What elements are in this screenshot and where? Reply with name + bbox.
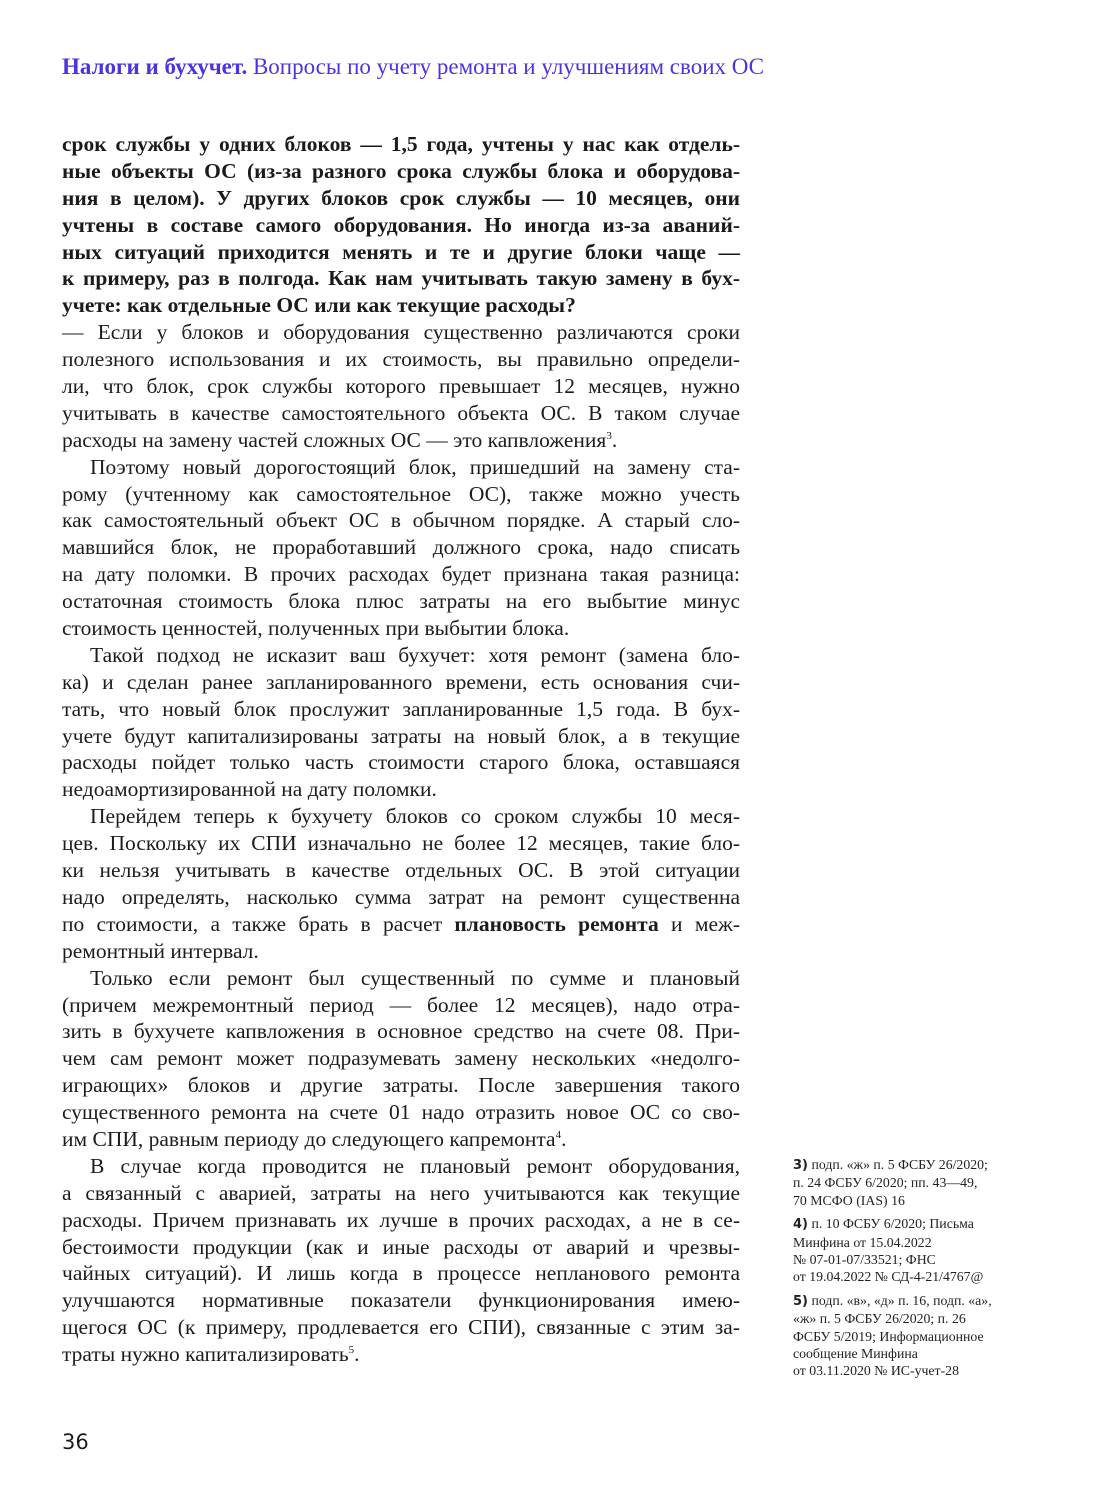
footnote-text: подп. «в», «д» п. 16, подп. «а», (811, 1292, 992, 1308)
line-text: по стоимости, а также брать в расчет (62, 911, 455, 936)
running-head-title: Вопросы по учету ремонта и улучшениям своих ОС (252, 54, 764, 79)
question-line: ния в целом). У других блоков срок службы — 10 месяцев, они (62, 185, 740, 210)
footnote-4 (793, 1215, 1033, 1286)
footnote-number: 5) (793, 1293, 808, 1309)
footnote-line: от 03.11.2020 № ИС-учет-28 (793, 1363, 959, 1379)
paragraph-line: учитывать в качестве самостоятельного объекта ОС. В таком случае (62, 400, 740, 425)
footnote-line (793, 1215, 1033, 1233)
paragraph-line: расходы пойдет только часть стоимости старого блока, оставшаяся (62, 750, 740, 775)
footnote-text: п. 10 ФСБУ 6/2020; Письма (811, 1216, 974, 1232)
paragraph-line: а связанный с аварией, затраты на него учитываются как текущие (62, 1180, 740, 1205)
answer-paragraph-1 (62, 319, 740, 453)
footnote-ref-5[interactable]: 5 (348, 1344, 355, 1357)
footnote-line: № 07-01-07/33521; ФНС (793, 1252, 936, 1268)
footnote-5 (793, 1292, 1033, 1380)
line-text: и меж- (658, 911, 740, 936)
line-text: траты нужно капитализировать (62, 1342, 349, 1367)
answer-paragraph-5 (62, 965, 740, 1153)
paragraph-line: как самостоятельный объект ОС в обычном порядке. А старый сло- (62, 508, 740, 533)
footnote-ref-4[interactable]: 4 (555, 1128, 562, 1141)
footnote-line: 70 МСФО (IAS) 16 (793, 1192, 905, 1208)
paragraph-line: надо определять, насколько сумма затрат на ремонт существенна (62, 884, 740, 909)
footnote-line: п. 24 ФСБУ 6/2020; пп. 43—49, (793, 1175, 978, 1191)
footnote-line (793, 1292, 1033, 1310)
paragraph-line: рому (учтенному как самостоятельное ОС), также можно учесть (62, 481, 740, 506)
answer-paragraph-4 (62, 803, 740, 964)
footnote-number: 4) (793, 1217, 808, 1233)
paragraph-line: (причем межремонтный период — более 12 месяцев), надо отра- (62, 992, 740, 1017)
paragraph-line: Поэтому новый дорогостоящий блок, пришедший на замену ста- (90, 454, 740, 479)
question-line: к примеру, раз в полгода. Как нам учитывать такую замену в бух- (62, 266, 740, 291)
paragraph-line: Перейдем теперь к бухучету блоков со сроком службы 10 меся- (90, 804, 740, 829)
paragraph-line: ли, что блок, срок службы которого превышает 12 месяцев, нужно (62, 374, 740, 399)
footnote-line: сообщение Минфина (793, 1346, 918, 1362)
page-number: 36 (62, 1430, 89, 1454)
footnote-line: Минфина от 15.04.2022 (793, 1234, 932, 1250)
paragraph-line: полезного использования и их стоимость, вы правильно определи- (62, 347, 740, 372)
footnote-line: ФСБУ 5/2019; Информационное (793, 1328, 984, 1344)
answer-paragraph-6 (62, 1153, 740, 1368)
footnote-ref-3[interactable]: 3 (606, 429, 612, 442)
paragraph-line: чем сам ремонт может подразумевать замену нескольких «недолго- (62, 1046, 740, 1071)
question-line: учете: как отдельные ОС или как текущие расходы? (62, 293, 576, 318)
paragraph-line (62, 1126, 740, 1153)
emphasis-text: плановость ремонта (454, 911, 659, 936)
paragraph-line: ка) и сделан ранее запланированного времени, есть основания счи- (62, 669, 740, 694)
footnote-line: от 19.04.2022 № СД-4-21/4767@ (793, 1269, 984, 1285)
line-text: им СПИ, равным периоду до следующего капремонта (62, 1126, 556, 1151)
paragraph-line: стоимость ценностей, полученных при выбытии блока. (62, 616, 570, 641)
question-line: ных ситуаций приходится менять и те и другие блоки чаще — (62, 239, 740, 264)
paragraph-line: Только если ремонт был существенный по сумме и плановый (90, 965, 740, 990)
line-end: . (611, 427, 618, 452)
footnote-line (793, 1156, 1033, 1174)
paragraph-line: В случае когда проводится не плановый ремонт оборудования, (90, 1153, 740, 1178)
paragraph-line (62, 427, 740, 454)
question-line: ные объекты ОС (из-за разного срока службы блока и оборудова- (62, 158, 740, 183)
paragraph-line: Такой подход не исказит ваш бухучет: хотя ремонт (замена бло- (90, 642, 740, 667)
paragraph-line: тать, что новый блок прослужит запланированные 1,5 года. В бух- (62, 696, 740, 721)
paragraph-line: недоамортизированной на дату поломки. (62, 777, 437, 802)
question-line: учтены в составе самого оборудования. Но иногда из-за аваний- (62, 212, 740, 237)
paragraph-line: — Если у блоков и оборудования существенно различаются сроки (62, 320, 740, 345)
footnote-line: «ж» п. 5 ФСБУ 26/2020; п. 26 (793, 1311, 966, 1327)
paragraph-line: щегося ОС (к примеру, продлевается его СПИ), связанные с этим за- (62, 1315, 740, 1340)
paragraph-line: ки нельзя учитывать в качестве отдельных ОС. В этой ситуации (62, 858, 740, 883)
paragraph-line: остаточная стоимость блока плюс затраты на его выбытие минус (62, 589, 740, 614)
paragraph-line: учете будут капитализированы затраты на новый блок, а в текущие (62, 723, 740, 748)
reader-question (62, 131, 740, 319)
paragraph-line: бестоимости продукции (как и иные расходы от аварий и чрезвы- (62, 1234, 740, 1259)
footnotes (793, 1156, 1033, 1386)
article-body (62, 131, 740, 1368)
line-end: . (354, 1342, 360, 1367)
paragraph-line: расходы. Причем признавать их лучше в прочих расходах, а не в се- (62, 1207, 740, 1232)
paragraph-line (62, 911, 740, 938)
paragraph-line: ремонтный интервал. (62, 938, 259, 963)
paragraph-line (62, 1341, 740, 1368)
line-end: . (561, 1126, 567, 1151)
running-head (62, 52, 782, 82)
paragraph-line: цев. Поскольку их СПИ изначально не более 12 месяцев, такие бло- (62, 831, 740, 856)
paragraph-line: на дату поломки. В прочих расходах будет признана такая разница: (62, 562, 740, 587)
footnote-text: подп. «ж» п. 5 ФСБУ 26/2020; (811, 1157, 988, 1172)
answer-paragraph-3 (62, 642, 740, 803)
paragraph-line: играющих» блоков и другие затраты. После завершения такого (62, 1073, 740, 1098)
paragraph-line: мавшийся блок, не проработавший должного срока, надо списать (62, 535, 740, 560)
paragraph-line: улучшаются нормативные показатели функционирования имею- (62, 1288, 740, 1313)
paragraph-line: чайных ситуаций). И лишь когда в процессе непланового ремонта (62, 1261, 740, 1286)
footnote-number: 3) (793, 1158, 808, 1173)
footnote-3 (793, 1156, 1033, 1209)
line-text: расходы на замену частей сложных ОС — это капвложения (62, 427, 607, 452)
paragraph-line: существенного ремонта на счете 01 надо отразить новое ОС со сво- (62, 1100, 740, 1125)
paragraph-line: зить в бухучете капвложения в основное средство на счете 08. При- (62, 1019, 740, 1044)
answer-paragraph-2 (62, 454, 740, 642)
section-label: Налоги и бухучет. (62, 54, 248, 79)
question-line: срок службы у одних блоков — 1,5 года, учтены у нас как отдель- (62, 132, 740, 156)
